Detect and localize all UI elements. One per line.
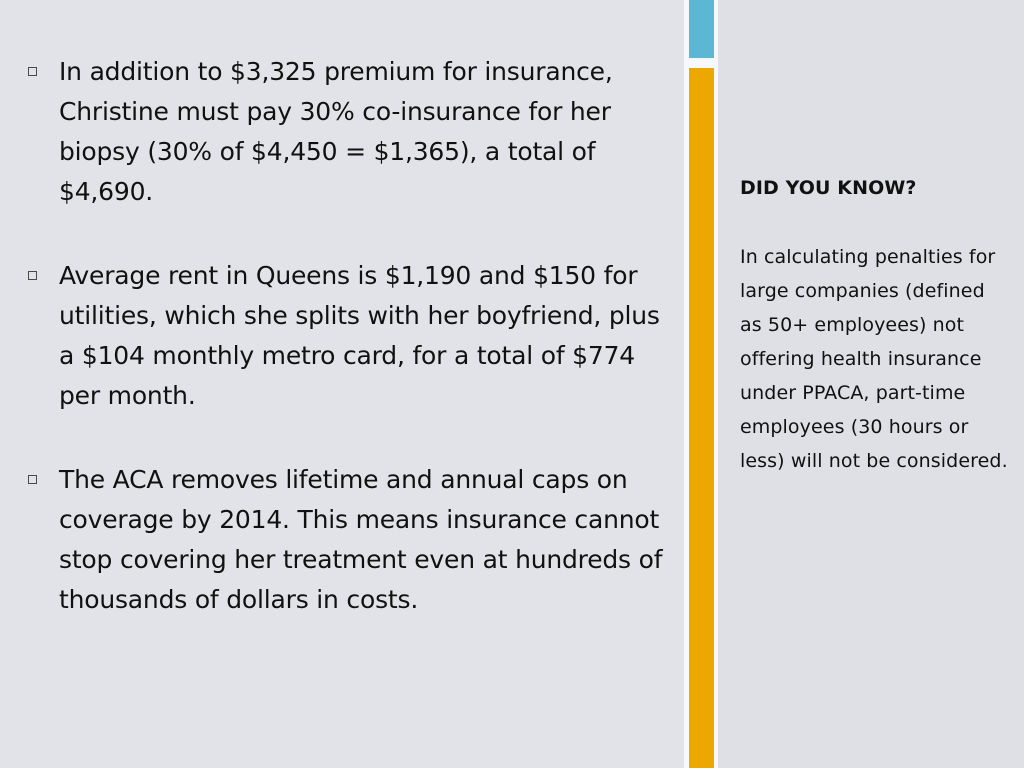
bullet-item: [24, 256, 674, 416]
bullet-text: The ACA removes lifetime and annual caps on coverage by 2014. This means insurance cannot stop covering her treatment even at hundreds of thousands of dollars in costs.: [59, 465, 663, 614]
hollow-square-bullet-icon: [28, 271, 37, 280]
sidebar-body: In calculating penalties for large companies (defined as 50+ employees) not offering health insurance under PPACA, part-time employees (30 hours or less) will not be considered.: [740, 246, 1008, 472]
bullet-text: In addition to $3,325 premium for insurance, Christine must pay 30% co-insurance for her biopsy (30% of $4,450 = $1,365), a total of $4,690.: [59, 57, 613, 206]
sidebar-title: DID YOU KNOW?: [740, 177, 917, 199]
bullet-item: [24, 460, 674, 620]
bullet-item: [24, 52, 674, 212]
accent-bar-gold: [689, 68, 714, 768]
bullet-text: Average rent in Queens is $1,190 and $150 for utilities, which she splits with her boyfriend, plus a $104 monthly metro card, for a total of $774 per month.: [59, 261, 660, 410]
accent-bar-blue: [689, 0, 714, 58]
bullet-list: [24, 52, 674, 664]
hollow-square-bullet-icon: [28, 475, 37, 484]
hollow-square-bullet-icon: [28, 67, 37, 76]
